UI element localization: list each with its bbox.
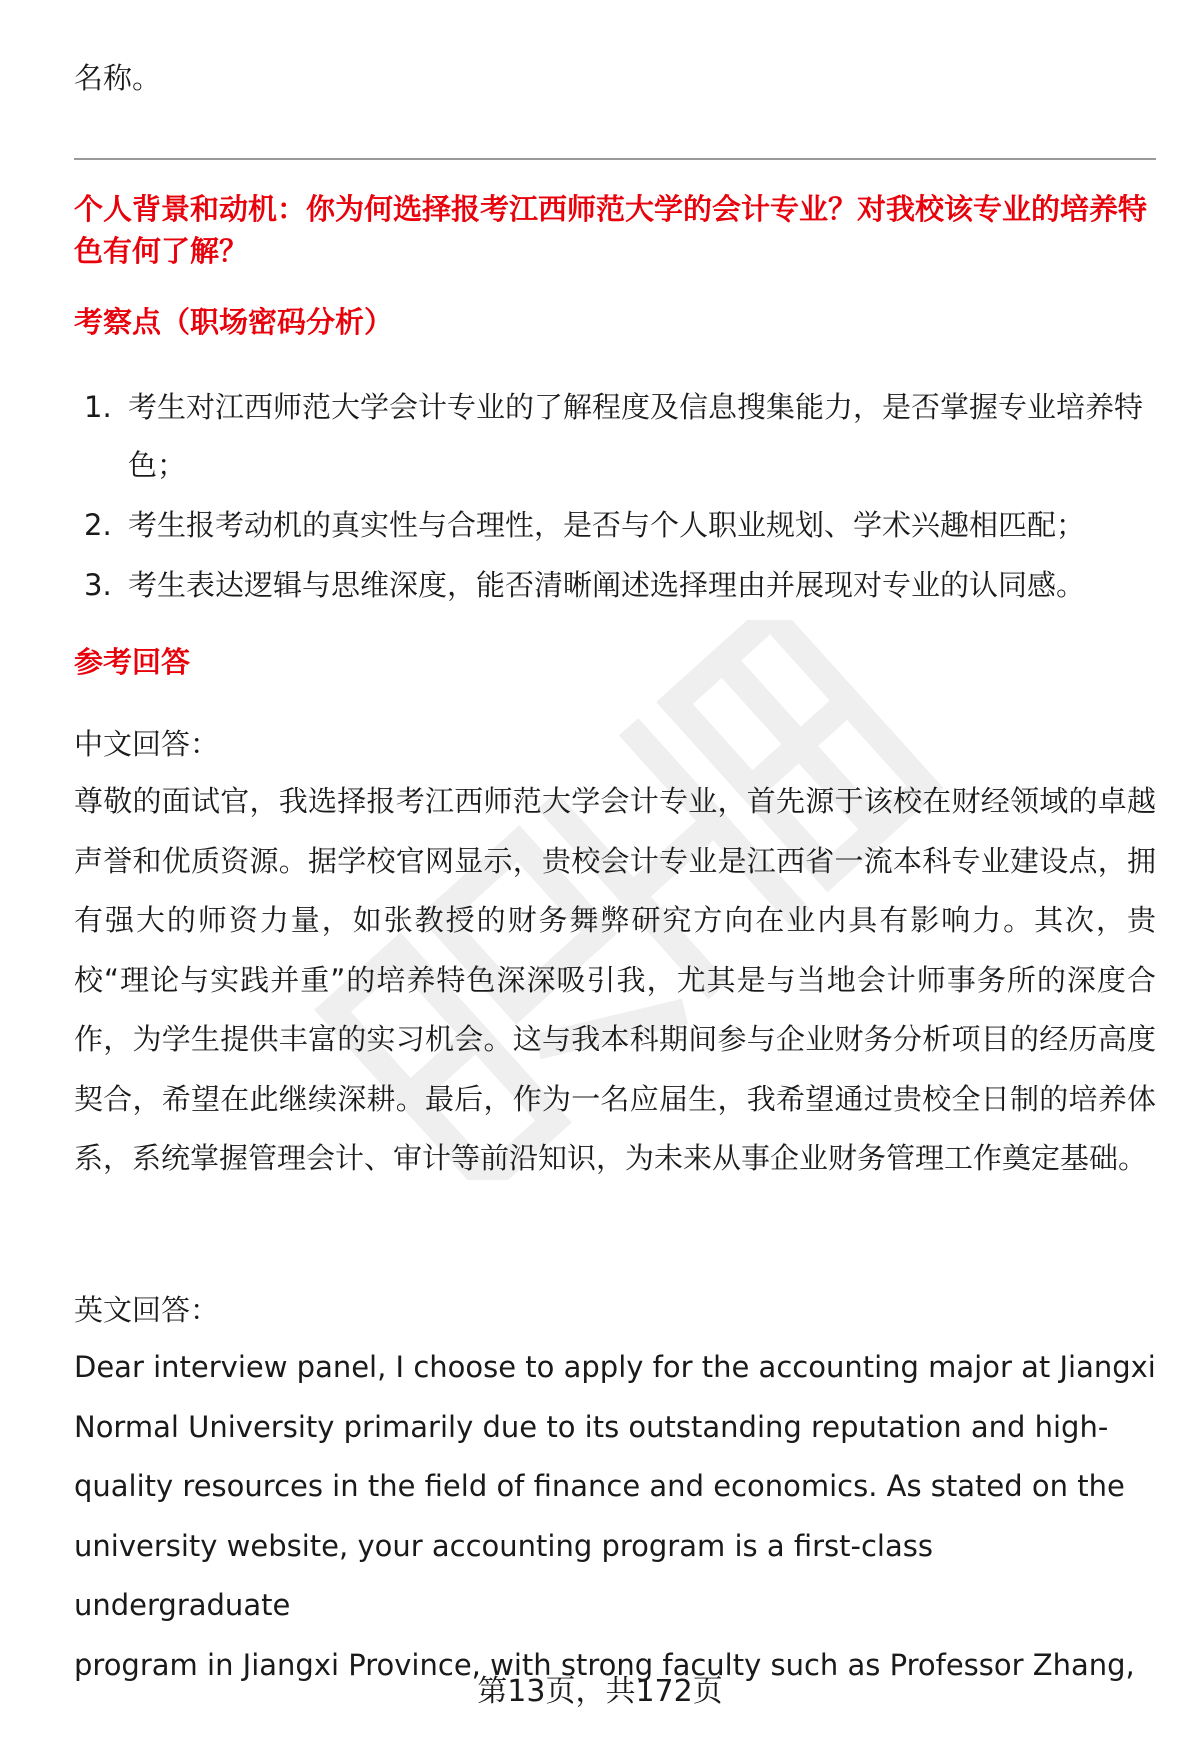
assessment-points-list — [74, 378, 1156, 616]
question-title: 个人背景和动机：你为何选择报考江西师范大学的会计专业？对我校该专业的培养特色有何了解？ — [74, 192, 1148, 268]
english-answer-text — [74, 1338, 1156, 1695]
english-answer-line: university website, your accounting program is a first-class undergraduate — [74, 1528, 933, 1622]
list-item — [74, 378, 1156, 494]
list-item — [74, 496, 1156, 554]
english-answer-line: Normal University primarily due to its outstanding reputation and high- — [74, 1409, 1109, 1444]
english-answer-line: program in Jiangxi Province, with strong faculty such as Professor Zhang, — [74, 1647, 1135, 1682]
english-answer-label: 英文回答： — [74, 1293, 220, 1327]
list-item-text: 考生对江西师范大学会计专业的了解程度及信息搜集能力，是否掌握专业培养特色； — [128, 390, 1144, 482]
previous-page-fragment: 名称。 — [74, 61, 162, 95]
chinese-answer-text: 尊敬的面试官，我选择报考江西师范大学会计专业，首先源于该校在财经领域的卓越声誉和优质资源。据学校官网显示，贵校会计专业是江西省一流本科专业建设点，拥有强大的师资力量，如张教授的财务舞弊研究方向在业内具有影响力。其次，贵校“理论与实践并重”的培养特色深深吸引我，尤其是与当地会计师事务所的深度合作，为学生提供丰富的实习机会。这与我本科期间参与企业财务分析项目的经历高度契合，希望在此继续深耕。最后，作为一名应届生，我希望通过贵校全日制的培养体系，系统掌握管理会计、审计等前沿知识，为未来从事企业财务管理工作奠定基础。 — [74, 784, 1156, 1175]
english-answer-line: quality resources in the field of finance and economics. As stated on the — [74, 1469, 1125, 1503]
english-answer-line: Dear interview panel, I choose to apply for the accounting major at Jiangxi — [74, 1350, 1156, 1384]
points-heading: 考察点（职场密码分析） — [74, 305, 394, 339]
list-item-number: 1. — [84, 390, 112, 424]
list-item-text: 考生表达逻辑与思维深度，能否清晰阐述选择理由并展现对专业的认同感。 — [128, 568, 1086, 602]
list-item-number: 3. — [84, 568, 112, 602]
chinese-answer-label: 中文回答： — [74, 727, 220, 761]
list-item — [74, 556, 1156, 614]
answer-heading: 参考回答 — [74, 645, 191, 679]
page-number-footer: 第13页，共172页 — [477, 1674, 723, 1709]
list-item-number: 2. — [84, 508, 112, 542]
section-divider — [74, 158, 1156, 160]
list-item-text: 考生报考动机的真实性与合理性，是否与个人职业规划、学术兴趣相匹配； — [128, 508, 1086, 542]
